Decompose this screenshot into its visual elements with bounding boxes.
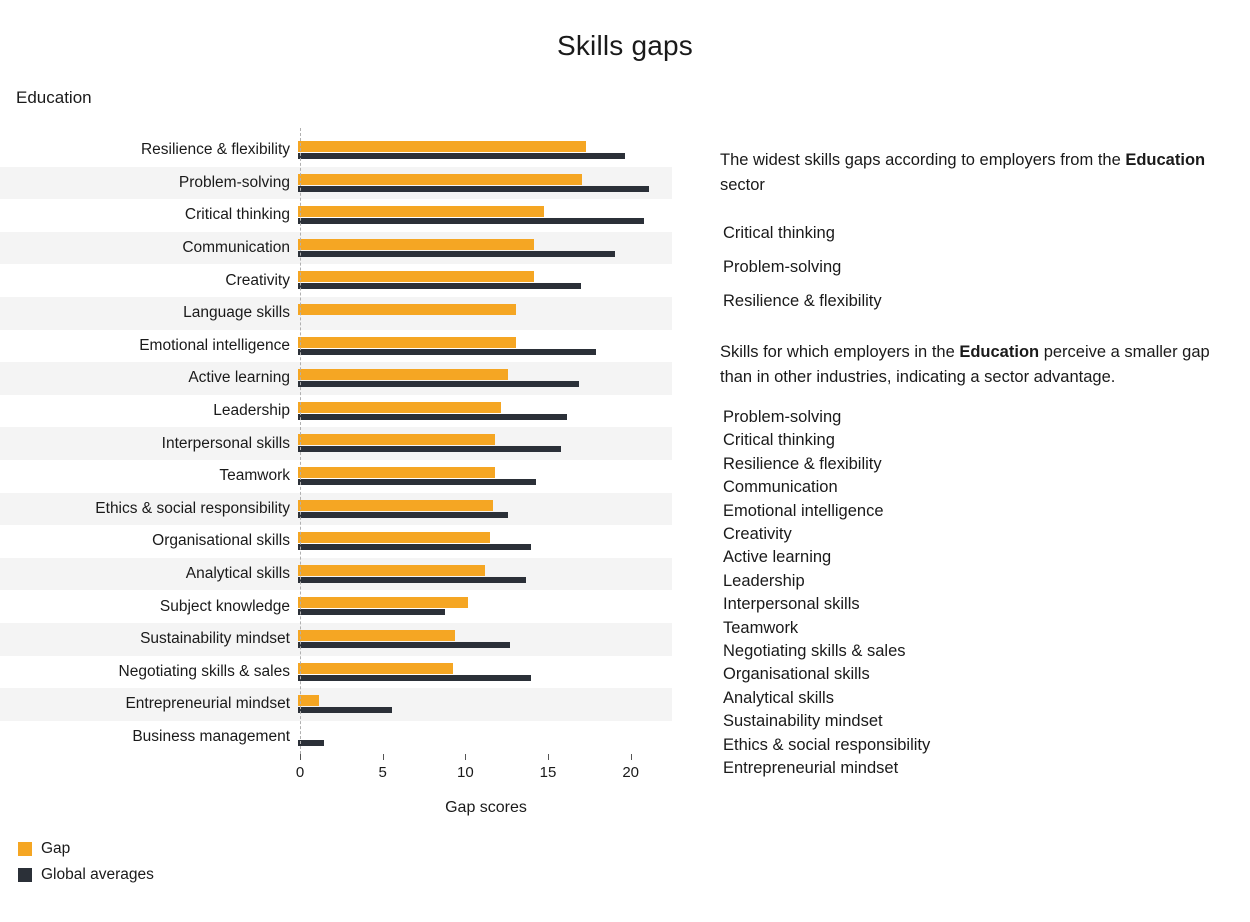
- category-label: Problem-solving: [178, 173, 290, 191]
- table-row: [0, 134, 672, 167]
- list-item: Negotiating skills & sales: [723, 642, 906, 661]
- bar-track: [298, 362, 672, 395]
- bar-global-average: [298, 283, 581, 289]
- category-label: Negotiating skills & sales: [118, 662, 290, 680]
- table-row: [0, 362, 672, 395]
- advantage-intro-sector: Education: [959, 343, 1040, 361]
- list-item: Critical thinking: [723, 431, 835, 450]
- bar-track: [298, 427, 672, 460]
- advantage-intro-text-1: Skills for which employers in the: [720, 343, 960, 361]
- bar-gap: [298, 695, 319, 706]
- bar-global-average: [298, 186, 649, 192]
- table-row: [0, 395, 672, 428]
- list-item: Sustainability mindset: [723, 712, 883, 731]
- bar-global-average: [298, 609, 445, 615]
- list-item: Ethics & social responsibility: [723, 735, 931, 754]
- bar-global-average: [298, 707, 392, 713]
- widest-intro-text-2: sector: [720, 176, 765, 194]
- bar-track: [298, 460, 672, 493]
- bar-global-average: [298, 577, 526, 583]
- category-label: Ethics & social responsibility: [95, 499, 290, 517]
- bar-track: [298, 264, 672, 297]
- bar-gap: [298, 597, 468, 608]
- x-axis-tick: [631, 754, 632, 760]
- bar-track: [298, 688, 672, 721]
- widest-gaps-list: [720, 216, 1220, 318]
- bar-track: [298, 525, 672, 558]
- bar-track: [298, 558, 672, 591]
- list-item: Communication: [723, 478, 838, 497]
- x-axis-tick: [383, 754, 384, 760]
- bar-track: [298, 167, 672, 200]
- list-item: Problem-solving: [723, 258, 842, 276]
- category-label: Business management: [132, 727, 290, 745]
- bar-gap: [298, 239, 534, 250]
- widest-intro-sector: Education: [1125, 151, 1206, 169]
- sector-label: Education: [16, 88, 92, 107]
- zero-axis-line: [300, 128, 301, 754]
- bar-gap: [298, 565, 485, 576]
- bar-global-average: [298, 446, 561, 452]
- table-row: [0, 297, 672, 330]
- bar-gap: [298, 174, 582, 185]
- list-item: Entrepreneurial mindset: [723, 759, 899, 778]
- table-row: [0, 330, 672, 363]
- bar-gap: [298, 532, 490, 543]
- bar-global-average: [298, 642, 510, 648]
- table-row: [0, 167, 672, 200]
- category-label: Creativity: [225, 271, 290, 289]
- table-row: [0, 623, 672, 656]
- x-axis-tick-label: 20: [622, 764, 639, 781]
- bar-gap: [298, 369, 508, 380]
- table-row: [0, 721, 672, 754]
- bar-global-average: [298, 414, 567, 420]
- table-row: [0, 460, 672, 493]
- category-label: Entrepreneurial mindset: [125, 695, 290, 713]
- table-row: [0, 199, 672, 232]
- x-axis-tick-label: 0: [295, 764, 305, 781]
- x-axis-tick: [548, 754, 549, 760]
- bar-track: [298, 623, 672, 656]
- category-label: Active learning: [188, 369, 290, 387]
- x-axis-tick: [300, 754, 301, 760]
- table-row: [0, 656, 672, 689]
- widest-gaps-intro: [720, 148, 1220, 198]
- side-panel: [720, 148, 1220, 781]
- bar-gap: [298, 500, 493, 511]
- chart-legend: [18, 836, 154, 888]
- bar-global-average: [298, 349, 596, 355]
- list-item: Creativity: [723, 525, 792, 544]
- sector-advantage-intro: [720, 340, 1220, 390]
- x-axis: [295, 754, 672, 794]
- widest-intro-text-1: The widest skills gaps according to employers from the: [720, 151, 1126, 169]
- bar-gap: [298, 434, 495, 445]
- list-item: Teamwork: [723, 618, 799, 637]
- bar-track: [298, 297, 672, 330]
- bar-gap: [298, 337, 516, 348]
- legend-label: Global averages: [41, 866, 154, 883]
- sector-advantage-list: [720, 406, 1220, 781]
- bar-global-average: [298, 544, 531, 550]
- x-axis-title: Gap scores: [445, 799, 527, 816]
- advantage-intro-text-2: perceive a smaller gap than in other industries, indicating a sector advantage.: [720, 343, 1210, 386]
- bar-track: [298, 232, 672, 265]
- table-row: [0, 688, 672, 721]
- bar-global-average: [298, 218, 644, 224]
- list-item: Interpersonal skills: [723, 595, 860, 614]
- list-item: Critical thinking: [723, 224, 835, 242]
- bar-gap: [298, 630, 455, 641]
- bar-global-average: [298, 675, 531, 681]
- table-row: [0, 525, 672, 558]
- bar-global-average: [298, 251, 615, 257]
- list-item: Leadership: [723, 571, 805, 590]
- category-label: Sustainability mindset: [140, 630, 290, 648]
- list-item: Active learning: [723, 548, 832, 567]
- bar-gap: [298, 271, 534, 282]
- category-label: Resilience & flexibility: [140, 141, 290, 159]
- table-row: [0, 232, 672, 265]
- bar-gap: [298, 467, 495, 478]
- category-label: Interpersonal skills: [161, 434, 290, 452]
- bar-track: [298, 134, 672, 167]
- category-label: Communication: [182, 239, 290, 257]
- legend-swatch-icon: [18, 842, 32, 856]
- table-row: [0, 558, 672, 591]
- chart-rows: [0, 134, 672, 753]
- bar-gap: [298, 304, 516, 315]
- table-row: [0, 264, 672, 297]
- bar-track: [298, 493, 672, 526]
- bar-global-average: [298, 381, 579, 387]
- category-label: Subject knowledge: [159, 597, 290, 615]
- list-item: Resilience & flexibility: [723, 454, 882, 473]
- bar-gap: [298, 206, 544, 217]
- bar-track: [298, 590, 672, 623]
- category-label: Teamwork: [219, 467, 290, 485]
- x-axis-tick: [465, 754, 466, 760]
- legend-item[interactable]: [18, 862, 154, 888]
- page-title: Skills gaps: [556, 30, 694, 61]
- category-label: Language skills: [183, 304, 290, 322]
- legend-label: Gap: [41, 840, 71, 857]
- x-axis-tick-label: 5: [378, 764, 387, 781]
- category-label: Leadership: [213, 402, 290, 420]
- bar-chart: [0, 134, 700, 816]
- bar-track: [298, 330, 672, 363]
- bar-track: [298, 721, 672, 754]
- category-label: Analytical skills: [185, 565, 290, 583]
- table-row: [0, 427, 672, 460]
- category-label: Organisational skills: [152, 532, 290, 550]
- bar-global-average: [298, 153, 625, 159]
- bar-gap: [298, 402, 501, 413]
- bar-track: [298, 199, 672, 232]
- list-item: Analytical skills: [723, 688, 834, 707]
- bar-global-average: [298, 512, 508, 518]
- x-axis-tick-label: 15: [539, 764, 557, 781]
- x-axis-tick-label: 10: [456, 764, 474, 781]
- legend-item[interactable]: [18, 836, 154, 862]
- list-item: Problem-solving: [723, 408, 842, 426]
- table-row: [0, 590, 672, 623]
- bar-global-average: [298, 479, 536, 485]
- bar-track: [298, 656, 672, 689]
- list-item: Organisational skills: [723, 665, 870, 684]
- category-label: Critical thinking: [184, 206, 290, 224]
- list-item: Emotional intelligence: [723, 501, 884, 520]
- bar-gap: [298, 141, 586, 152]
- category-label: Emotional intelligence: [139, 336, 290, 354]
- bar-gap: [298, 663, 453, 674]
- bar-global-average: [298, 740, 324, 746]
- table-row: [0, 493, 672, 526]
- legend-swatch-icon: [18, 868, 32, 882]
- bar-track: [298, 395, 672, 428]
- list-item: Resilience & flexibility: [723, 292, 882, 310]
